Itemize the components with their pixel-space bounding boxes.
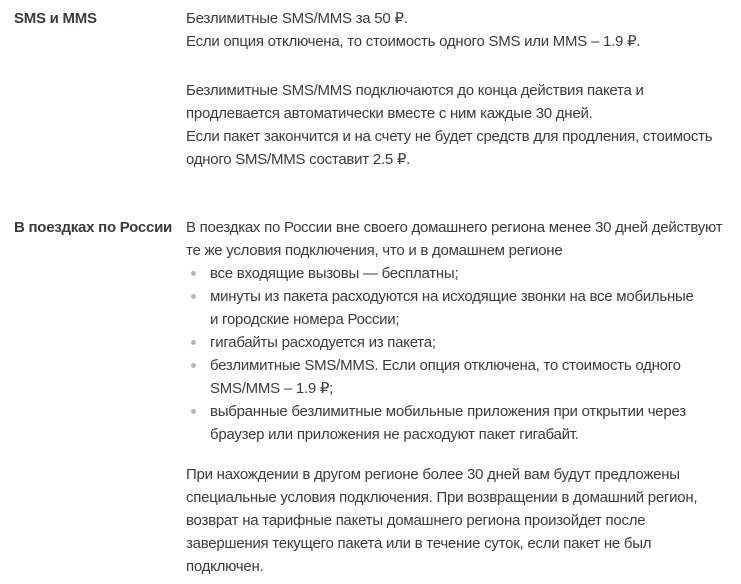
text-line: Если опция отключена, то стоимость одного SMS или MMS – 1.9 ₽. — [186, 33, 641, 50]
text-line: минуты из пакета расходуются на исходящие звонки на все мобильные — [210, 288, 694, 305]
bullet-icon — [191, 294, 196, 299]
paragraph — [186, 7, 725, 53]
conditions-list — [186, 262, 725, 446]
paragraph — [186, 79, 725, 171]
paragraph — [186, 216, 725, 262]
bullet-icon — [191, 340, 196, 345]
bullet-icon — [191, 271, 196, 276]
text-line: Безлимитные SMS/MMS подключаются до конца действия пакета и — [186, 82, 644, 99]
bullet-icon — [191, 363, 196, 368]
text-line: Если пакет закончится и на счету не будет средств для продления, стоимость — [186, 128, 713, 145]
text-line: браузер или приложения не расходуют пакет гигабайт. — [210, 426, 579, 443]
list-item — [186, 285, 725, 331]
text-line: те же условия подключения, что и в домашнем регионе — [186, 242, 563, 259]
text-line: специальные условия подключения. При возвращении в домашний регион, — [186, 489, 698, 506]
text-line: выбранные безлимитные мобильные приложения при открытии через — [210, 403, 686, 420]
list-item — [186, 400, 725, 446]
row-label-sms-mms: SMS и MMS — [14, 10, 97, 27]
section-sms-mms — [14, 7, 725, 171]
row-content-sms-mms — [186, 7, 725, 171]
list-item — [186, 262, 725, 285]
paragraph — [186, 463, 725, 578]
text-line: возврат на тарифные пакеты домашнего региона произойдет после — [186, 512, 646, 529]
text-line: гигабайты расходуется из пакета; — [210, 334, 436, 351]
text-line: подключен. — [186, 558, 264, 575]
text-line: Безлимитные SMS/MMS за 50 ₽. — [186, 10, 408, 27]
row-content-travel-russia — [186, 216, 725, 578]
text-line: При нахождении в другом регионе более 30 дней вам будут предложены — [186, 466, 680, 483]
section-travel-russia — [14, 216, 725, 578]
list-item — [186, 331, 725, 354]
bullet-icon — [191, 409, 196, 414]
text-line: SMS/MMS – 1.9 ₽; — [210, 380, 334, 397]
text-line: продлевается автоматически вместе с ним каждые 30 дней. — [186, 105, 593, 122]
text-line: и городские номера России; — [210, 311, 400, 328]
row-label-travel-russia: В поездках по России — [14, 219, 173, 236]
text-line: безлимитные SMS/MMS. Если опция отключена, то стоимость одного — [210, 357, 681, 374]
list-item — [186, 354, 725, 400]
text-line: одного SMS/MMS составит 2.5 ₽. — [186, 151, 411, 168]
text-line: В поездках по России вне своего домашнего региона менее 30 дней действуют — [186, 219, 723, 236]
text-line: все входящие вызовы — бесплатны; — [210, 265, 459, 282]
text-line: завершения текущего пакета или в течение суток, если пакет не был — [186, 535, 652, 552]
